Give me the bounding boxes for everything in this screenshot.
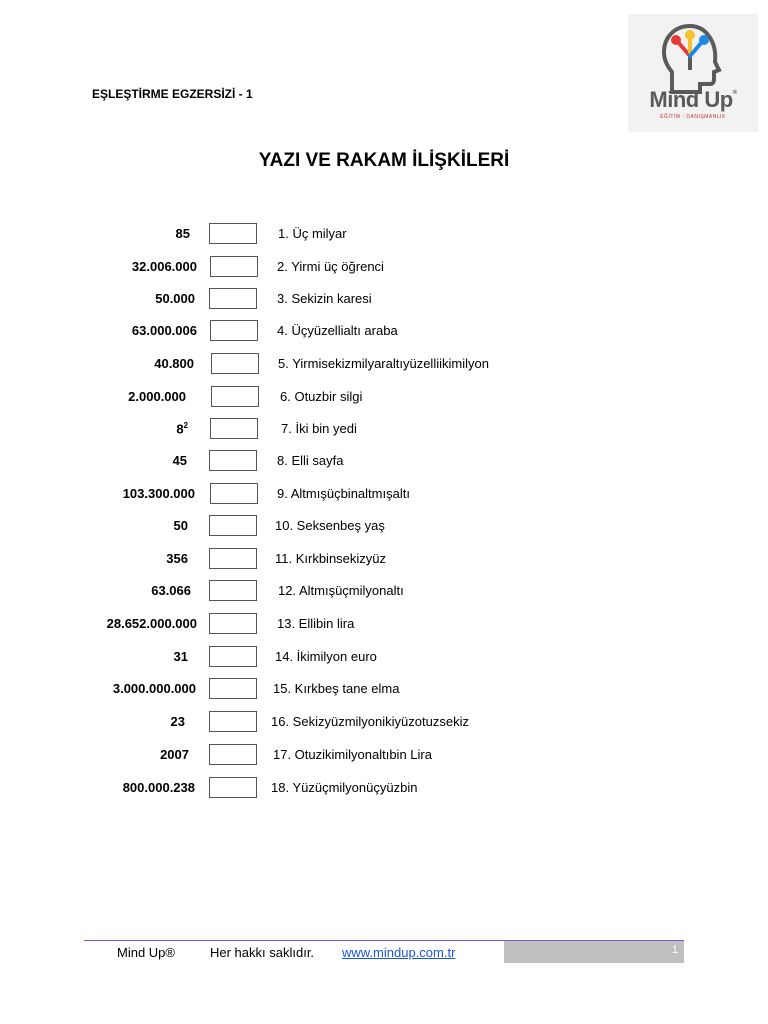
word-item: 11. Kırkbinsekizyüz [275,551,387,566]
match-row [0,418,768,442]
match-row [0,678,768,702]
answer-box[interactable] [209,450,257,471]
number-value: 31 [173,649,188,664]
word-item: 18. Yüzüçmilyonüçyüzbin [271,780,418,795]
number-value: 2007 [160,747,189,762]
number-value: 50.000 [155,291,195,306]
answer-box[interactable] [211,353,259,374]
footer-rights: Her hakkı saklıdır. [210,945,315,960]
match-row [0,515,768,539]
match-row [0,223,768,247]
word-item: 15. Kırkbeş tane elma [273,681,400,696]
answer-box[interactable] [210,418,258,439]
answer-box[interactable] [209,678,257,699]
number-value: 3.000.000.000 [112,681,196,696]
word-item: 9. Altmışüçbinaltmışaltı [277,486,410,501]
number-value: 800.000.238 [122,780,195,795]
number-value: 356 [166,551,188,566]
number-base: 8 [176,421,184,437]
answer-box[interactable] [209,744,257,765]
number-value: 63.000.006 [131,323,197,338]
match-row [0,353,768,377]
answer-box[interactable] [209,515,257,536]
match-row [0,777,768,801]
word-item: 13. Ellibin lira [277,616,355,631]
head-logo-icon [660,22,724,96]
answer-box[interactable] [210,320,258,341]
number-value: 32.006.000 [131,259,197,274]
page-title: YAZI VE RAKAM İLİŞKİLERİ [258,150,510,171]
word-item: 4. Üçyüzellialtı araba [277,323,398,338]
match-row [0,646,768,670]
number-exponent: 2 [183,421,188,430]
number-value: 23 [170,714,185,729]
match-row [0,256,768,280]
footer-website-link[interactable]: www.mindup.com.tr [342,945,456,960]
match-row [0,580,768,604]
word-item: 1. Üç milyar [278,226,347,241]
number-value: 63.066 [151,583,191,598]
match-row [0,483,768,507]
match-row [0,548,768,572]
match-row [0,320,768,344]
word-item: 10. Seksenbeş yaş [275,518,385,533]
page-number-bar [504,941,684,963]
word-item: 7. İki bin yedi [281,421,357,436]
number-value [176,421,188,436]
match-row [0,744,768,768]
mind-up-logo [628,14,758,132]
word-item: 17. Otuzikimilyonaltıbin Lira [273,747,432,762]
answer-box[interactable] [209,548,257,569]
number-value: 50 [173,518,188,533]
footer-brand: Mind Up® [117,945,175,960]
answer-box[interactable] [210,483,258,504]
number-value: 28.652.000.000 [106,616,197,631]
word-item: 16. Sekizyüzmilyonikiyüzotuzsekiz [271,714,469,729]
number-value: 45 [172,453,187,468]
answer-box[interactable] [209,711,257,732]
number-value: 103.300.000 [122,486,195,501]
match-row [0,450,768,474]
word-item: 12. Altmışüçmilyonaltı [278,583,404,598]
match-row [0,711,768,735]
word-item: 14. İkimilyon euro [275,649,377,664]
logo-tagline: EĞİTİM - DANIŞMANLIK [660,114,726,120]
logo-brand: Mind Up® [649,87,737,112]
exercise-title: EŞLEŞTİRME EGZERSİZİ - 1 [92,87,253,101]
answer-box[interactable] [209,613,257,634]
word-item: 5. Yirmisekizmilyaraltıyüzelliikimilyon [278,356,489,371]
answer-box[interactable] [209,777,257,798]
answer-box[interactable] [210,256,258,277]
answer-box[interactable] [211,386,259,407]
word-item: 2. Yirmi üç öğrenci [277,259,384,274]
match-row [0,288,768,312]
answer-box[interactable] [209,288,257,309]
word-item: 6. Otuzbir silgi [280,389,363,404]
word-item: 8. Elli sayfa [277,453,344,468]
number-value: 85 [175,226,190,241]
number-value: 40.800 [154,356,194,371]
match-row [0,386,768,410]
answer-box[interactable] [209,646,257,667]
match-row [0,613,768,637]
answer-box[interactable] [209,223,257,244]
page-number: 1 [671,944,678,956]
word-item: 3. Sekizin karesi [277,291,372,306]
answer-box[interactable] [209,580,257,601]
number-value: 2.000.000 [128,389,186,404]
